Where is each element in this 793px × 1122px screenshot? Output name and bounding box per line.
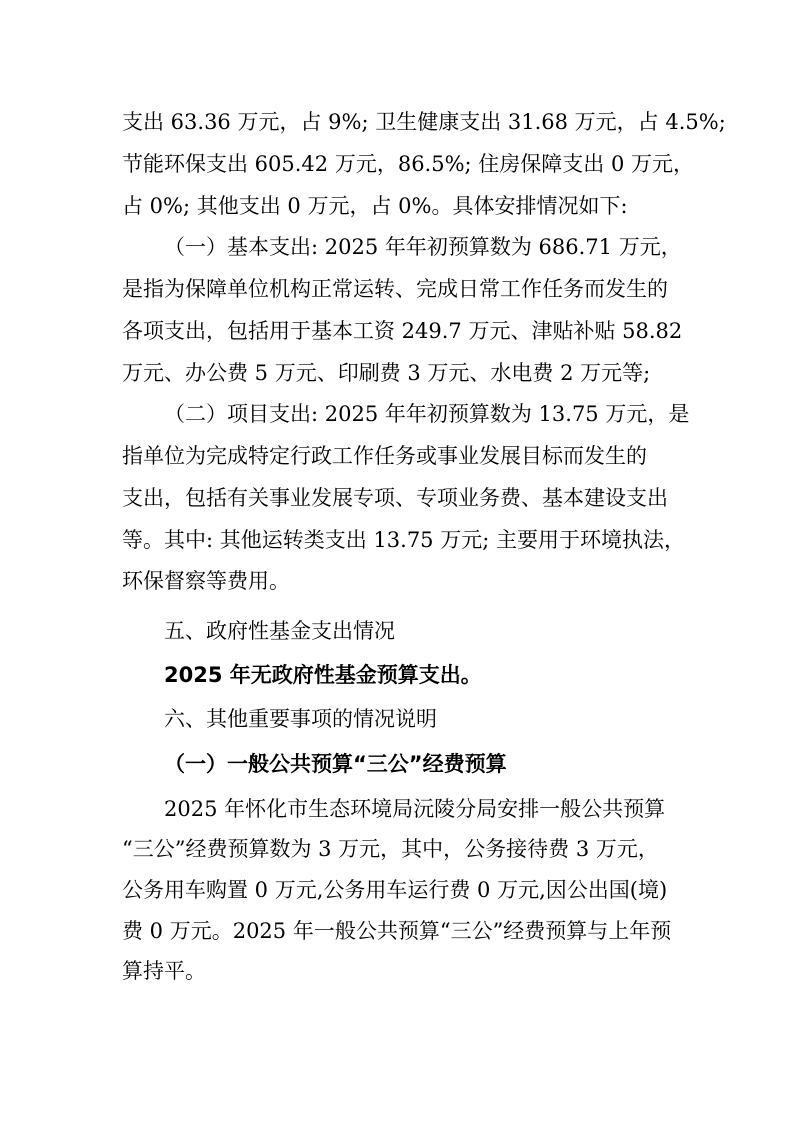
paragraph-line: 公务用车购置 0 万元,公务用车运行费 0 万元,因公出国(境) xyxy=(122,878,668,902)
paragraph-line-basic-expenditure: （一）基本支出: 2025 年年初预算数为 686.71 万元， xyxy=(164,235,682,259)
paragraph-line: 2025 年怀化市生态环境局沅陵分局安排一般公共预算 xyxy=(164,797,666,821)
paragraph-line: 指单位为完成特定行政工作任务或事业发展目标而发生的 xyxy=(122,444,647,468)
paragraph-line: 支出，包括有关事业发展专项、专项业务费、基本建设支出 xyxy=(122,486,668,510)
paragraph-line: 费 0 万元。2025 年一般公共预算“三公”经费预算与上年预 xyxy=(122,919,672,943)
paragraph-line: 万元、办公费 5 万元、印刷费 3 万元、水电费 2 万元等; xyxy=(122,361,651,385)
paragraph-line: 环保督察等费用。 xyxy=(122,569,290,593)
paragraph-line: 占 0%; 其他支出 0 万元，占 0%。具体安排情况如下: xyxy=(122,194,628,218)
section-heading-other-matters: 六、其他重要事项的情况说明 xyxy=(164,707,437,731)
statement-no-government-fund: 2025 年无政府性基金预算支出。 xyxy=(164,663,482,687)
paragraph-line: 等。其中: 其他运转类支出 13.75 万元; 主要用于环境执法， xyxy=(122,528,685,552)
paragraph-line: 各项支出，包括用于基本工资 249.7 万元、津贴补贴 58.82 xyxy=(122,319,683,343)
paragraph-line: 算持平。 xyxy=(122,959,206,983)
paragraph-line-project-expenditure: （二）项目支出: 2025 年年初预算数为 13.75 万元，是 xyxy=(164,402,690,426)
subsection-heading-three-public: （一）一般公共预算“三公”经费预算 xyxy=(164,752,507,776)
paragraph-line: “三公”经费预算数为 3 万元，其中，公务接待费 3 万元， xyxy=(122,837,659,861)
paragraph-line: 是指为保障单位机构正常运转、完成日常工作任务而发生的 xyxy=(122,277,668,301)
paragraph-line: 节能环保支出 605.42 万元，86.5%; 住房保障支出 0 万元， xyxy=(122,152,695,176)
section-heading-government-fund: 五、政府性基金支出情况 xyxy=(164,619,395,643)
paragraph-line: 支出 63.36 万元，占 9%; 卫生健康支出 31.68 万元，占 4.5%; xyxy=(122,110,726,134)
